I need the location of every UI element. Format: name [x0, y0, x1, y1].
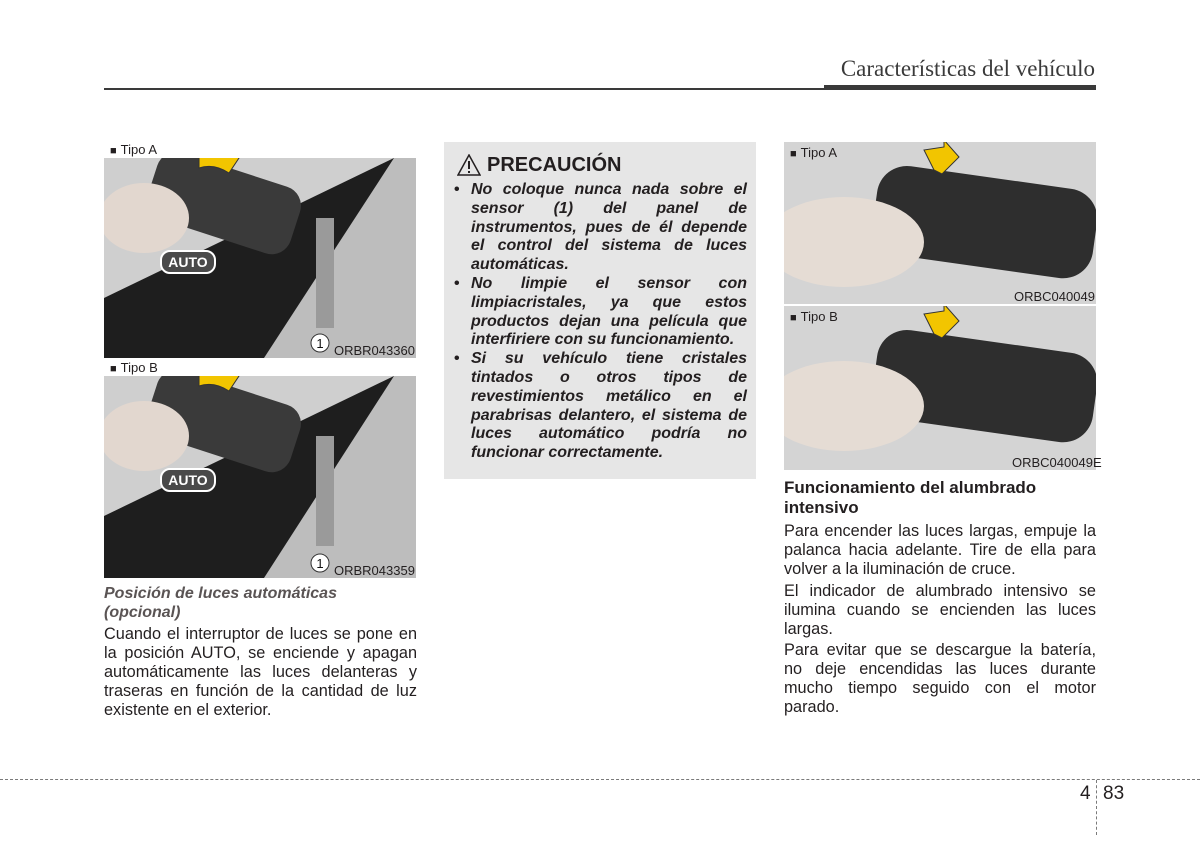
figure-label-left-b: ■ Tipo B [110, 360, 158, 375]
right-paragraph: Para encender las luces largas, empuje la palanca hacia adelante. Tire de ella para volver a la iluminación de cruce. [784, 522, 1096, 578]
high-beam-photo-right-a [784, 142, 1096, 304]
header-rule-accent [824, 85, 1096, 90]
warning-triangle-icon [457, 154, 481, 176]
figure-code-left-b: ORBR043359 [334, 563, 415, 578]
caution-title: PRECAUCIÓN [487, 154, 622, 176]
figure-caption: Posición de luces automáticas (opcional) [104, 585, 337, 621]
section-heading: Funcionamiento del alumbrado intensivo [784, 478, 1037, 517]
auto-label-badge: AUTO [160, 250, 216, 274]
caution-item: • Si su vehículo tiene cristales tintados o otros tipos de revestimientos metálico en el parabrisas delantero, el sistema de luces automático podría no funcionar correctamente. [452, 350, 747, 463]
footer-divider [1096, 780, 1097, 835]
sensor-marker: 1 [316, 336, 324, 351]
chapter-number: 4 [1080, 783, 1091, 804]
lights-switch-photo-left-a [104, 158, 416, 358]
lights-switch-photo-left-b [104, 376, 416, 578]
caution-list [452, 181, 747, 463]
footer-rule [0, 779, 1200, 780]
high-beam-photo-right-b [784, 306, 1096, 470]
figure-label-left-a: ■ Tipo A [110, 142, 158, 157]
sensor-marker: 1 [316, 556, 324, 571]
page-number: 83 [1103, 783, 1125, 804]
page-header-title: Características del vehículo [840, 56, 1095, 81]
right-paragraph: Para evitar que se descargue la batería, no deje encendidas las luces durante mucho tiempo seguido con el motor parado. [784, 641, 1096, 716]
caution-item: • No limpie el sensor con limpiacristales, ya que estos productos dejan una película que interfiriere con su funcionamiento. [452, 275, 747, 350]
figure-label-right-a: ■ Tipo A [790, 145, 838, 160]
figure-code-left-a: ORBR043360 [334, 343, 415, 358]
figure-label-right-b: ■ Tipo B [790, 309, 838, 324]
figure-code-right-b: ORBC040049E [1012, 455, 1102, 470]
right-paragraph: El indicador de alumbrado intensivo se ilumina cuando se encienden las luces largas. [784, 582, 1096, 638]
figure-code-right-a: ORBC040049 [1014, 289, 1095, 304]
left-body-paragraph: Cuando el interruptor de luces se pone en la posición AUTO, se enciende y apagan automáticamente las luces delanteras y traseras en función de la cantidad de luz existente en el exterior. [104, 625, 417, 719]
auto-label-badge: AUTO [160, 468, 216, 492]
caution-item: • No coloque nunca nada sobre el sensor (1) del panel de instrumentos, pues de él depende el control del sistema de luces automáticas. [452, 181, 747, 275]
